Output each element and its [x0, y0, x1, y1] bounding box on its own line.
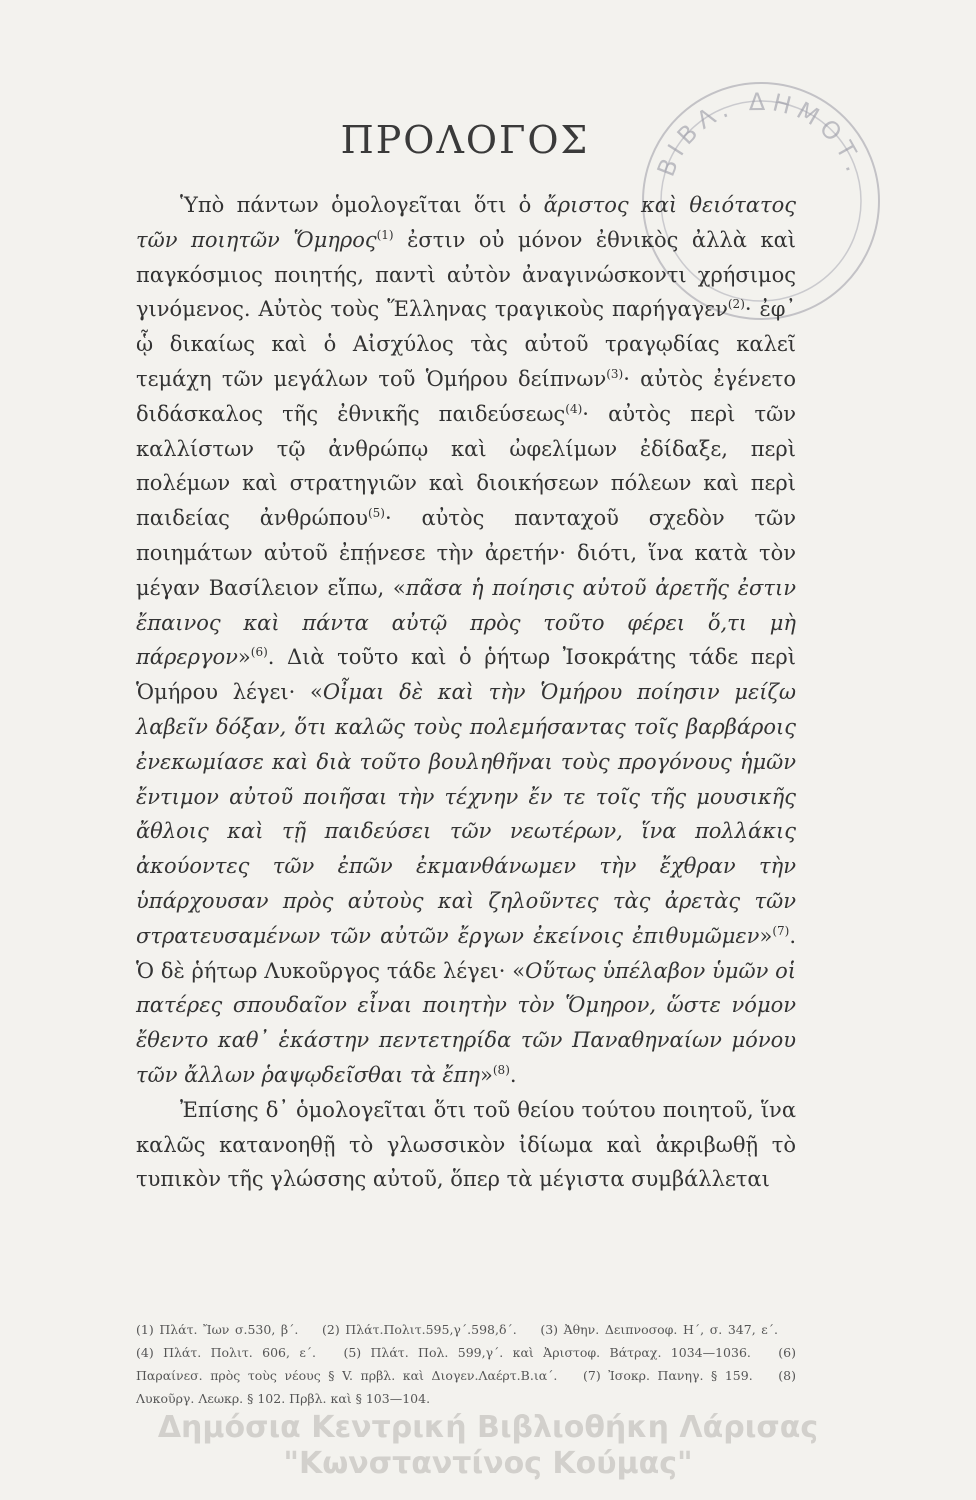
text-run: . Ὁ δὲ ῥήτωρ Λυκοῦργος τάδε λέγει· «	[136, 923, 796, 983]
text-run: · ἐφ᾽ ᾧ δικαίως καὶ ὁ Αἰσχύλος τὰς αὐτοῦ τραγῳδίας καλεῖ τεμάχη τῶν μεγάλων τοῦ Ὁμήρου δείπνων	[136, 297, 796, 391]
footnote-item: (6) Παραίνεσ. πρὸς τοὺς νέους § V. πρβλ. καὶ Διογεν.Λαέρτ.Β.ια΄.	[136, 1345, 796, 1383]
footnote-ref: (5)	[367, 506, 385, 521]
footnote-ref: (6)	[250, 645, 268, 660]
text-run: Ὑπὸ πάντων ὁμολογεῖται ὅτι ὁ	[180, 193, 544, 217]
footnote-item: (7) Ἰσοκρ. Πανηγ. § 159.	[582, 1368, 753, 1383]
watermark-line-1: Δημόσια Κεντρική Βιβλιοθήκη Λάρισας	[157, 1410, 819, 1445]
text-run: »	[759, 923, 773, 948]
text-run: · αὐτὸς ἐγένετο διδάσκαλος τῆς ἐθνικῆς παιδεύσεως	[136, 366, 797, 426]
text-run: .	[509, 1062, 517, 1087]
text-run: · αὐτὸς περὶ τῶν καλλίστων τῷ ἀνθρώπῳ καὶ ὠφελίμων ἐδίδαξε, περὶ πολέμων καὶ στρατηγιῶν καὶ διοικήσεων πόλεων καὶ περὶ παιδείας ἀνθρώπου	[136, 401, 796, 531]
text-run: »	[480, 1062, 493, 1087]
text-run: . Διὰ τοῦτο καὶ ὁ ῥήτωρ Ἰσοκράτης τάδε περὶ Ὁμήρου λέγει· «	[136, 645, 796, 705]
footnote-item: (3) Ἀθην. Δειπνοσοφ. Η΄, σ. 347, ε΄.	[540, 1322, 778, 1337]
footnote-item: (1) Πλάτ. Ἴων σ.530, β΄.	[136, 1322, 299, 1337]
main-text	[136, 188, 796, 1197]
footnote-item: (8) Λυκοῦργ. Λεωκρ. § 102. Πρβλ. καὶ § 103—104.	[136, 1368, 796, 1406]
footnotes	[136, 1318, 796, 1410]
footnote-ref: (1)	[376, 227, 394, 242]
footnote-ref: (7)	[772, 923, 790, 938]
footnote-divider	[136, 1300, 796, 1301]
footnote-ref: (3)	[606, 366, 624, 381]
footnote-item: (2) Πλάτ.Πολιτ.595,γ΄.598,δ΄.	[321, 1322, 517, 1337]
footnote-ref: (2)	[727, 297, 745, 312]
footnote-ref: (4)	[565, 401, 583, 416]
page-title: ΠΡΟΛΟΓΟΣ	[340, 118, 590, 162]
paragraph	[136, 188, 796, 1093]
text-run: · αὐτὸς πανταχοῦ σχεδὸν τῶν ποιημάτων αὐτοῦ ἐπῄνεσε τὴν ἀρετήν· διότι, ἵνα κατὰ τὸν μέγαν Βασίλειον εἴπω, «	[136, 506, 796, 600]
quotation-text: Οἶμαι δὲ καὶ τὴν Ὁμήρου ποίησιν μείζω λαβεῖν δόξαν, ὅτι καλῶς τοὺς πολεμήσαντας τοῖς βαρβάροις ἐνεκωμίασε καὶ διὰ τοῦτο βουληθῆναι τοὺς προγόνους ἡμῶν ἔντιμον αὐτοῦ ποιῆσαι τὴν τέχνην ἔν τε τοῖς τῆς μουσικῆς ἄθλοις καὶ τῇ παιδεύσει τῶν νεωτέρων, ἵνα πολλάκις ἀκούοντες τῶν ἐπῶν ἐκμανθάνωμεν τὴν ἔχθραν τὴν ὑπάρχουσαν πρὸς αὐτοὺς καὶ ζηλοῦντες τὰς ἀρετὰς τῶν στρατευσαμένων τῶν αὐτῶν ἔργων ἐκείνοις ἐπιθυμῶμεν	[136, 680, 796, 948]
watermark-line-2: "Κωνσταντίνος Κούμας"	[283, 1446, 693, 1481]
paragraph	[136, 1093, 796, 1197]
quotation-text: Οὕτως ὑπέλαβον ὑμῶν οἱ πατέρες σπουδαῖον εἶναι ποιητὴν τὸν Ὅμηρον, ὥστε νόμον ἔθεντο καθ᾽ ἑκάστην πεντετηρίδα τῶν Παναθηναίων μόνου τῶν ἄλλων ῥαψῳδεῖσθαι τὰ ἔπη	[136, 958, 796, 1087]
svg-text:ΒΙΒΛ. ΔΗΜΟΤ.: ΒΙΒΛ. ΔΗΜΟΤ.	[651, 87, 871, 181]
quotation-text: ἄριστος καὶ θειότατος τῶν ποιητῶν Ὅμηρος	[136, 193, 797, 252]
text-run: ἐστιν οὐ μόνον ἐθνικὸς ἀλλὰ καὶ παγκόσμιος ποιητής, παντὶ αὐτὸν ἀναγινώσκοντι χρήσιμος γινόμενος. Αὐτὸς τοὺς Ἕλληνας τραγικοὺς παρήγαγεν	[136, 227, 796, 322]
footnote-item: (4) Πλάτ. Πολιτ. 606, ε΄.	[136, 1345, 317, 1360]
footnote-ref: (8)	[492, 1062, 510, 1077]
text-run: Ἐπίσης δ᾽ ὁμολογεῖται ὅτι τοῦ θείου τούτου ποιητοῦ, ἵνα καλῶς κατανοηθῇ τὸ γλωσσικὸν ἰδίωμα καὶ ἀκριβωθῇ τὸ τυπικὸν τῆς γλώσσης αὐτοῦ, ὅπερ τὰ μέγιστα συμβάλλεται	[136, 1097, 796, 1192]
library-watermark	[0, 1410, 976, 1482]
text-run: »	[237, 645, 251, 670]
footnote-item: (5) Πλάτ. Πολ. 599,γ΄. καὶ Ἀριστοφ. Βάτραχ. 1034—1036.	[343, 1345, 751, 1360]
quotation-text: πᾶσα ἡ ποίησις αὐτοῦ ἀρετῆς ἐστιν ἔπαινος καὶ πάντα αὐτῷ πρὸς τοῦτο φέρει ὅ,τι μὴ πάρεργον	[136, 575, 796, 670]
